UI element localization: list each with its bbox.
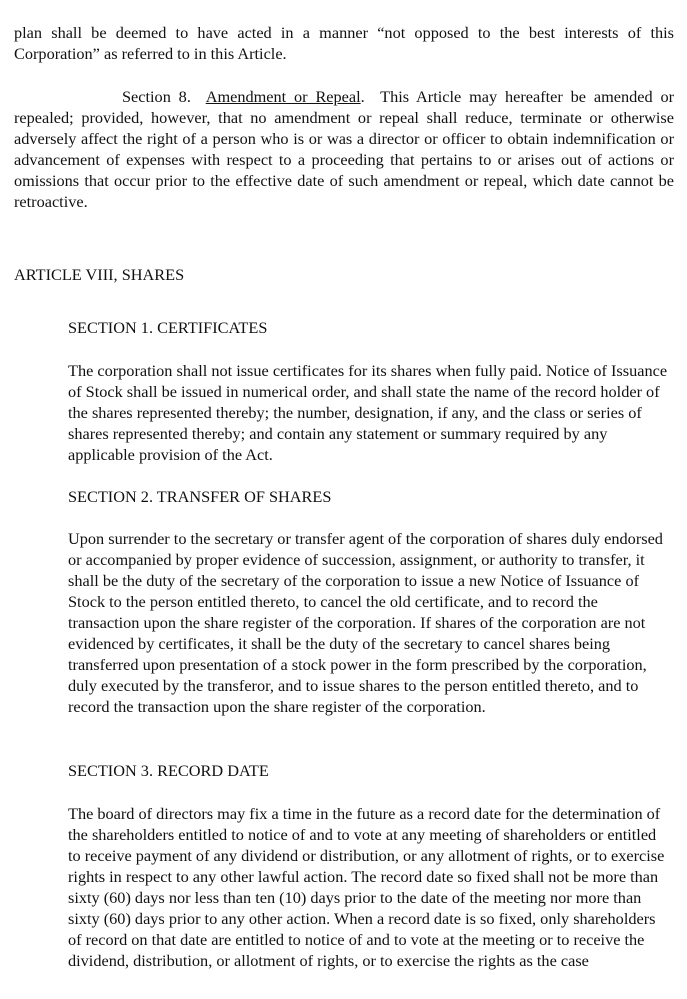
section-2-body: Upon surrender to the secretary or transfer agent of the corporation of shares duly endorsed or accompanied by proper evidence of succession, assignment, or authority to transfer, it shall be the duty of the secretary of the corporation to issue a new Notice of Issuance of Stock to the person entitled thereto, to cancel the old certificate, and to record the transaction upon the share register of the corporation. If shares of the corporation are not evidenced by certificates, it shall be the duty of the secretary to cancel shares being transferred upon presentation of a stock power in the form prescribed by the corporation, duly executed by the transferor, and to issue shares to the person entitled thereto, and to record the transaction upon the share register of the corporation. bbox=[68, 529, 663, 716]
section-3-heading: SECTION 3. RECORD DATE bbox=[68, 761, 269, 780]
section-8-label: Section 8. bbox=[122, 87, 191, 106]
section-8-body: This Article may hereafter be amended or repealed; provided, however, that no amendment or repeal shall reduce, terminate or otherwise adversely affect the right of a person who is or was a director or officer to obtain indemnification or advancement of expenses with respect to a proceeding that pertains to or arises out of actions or omissions that occur prior to the effective date of such amendment or repeal, which date cannot be retroactive. bbox=[14, 87, 675, 211]
section-8-paragraph bbox=[14, 86, 674, 212]
section-3-body: The board of directors may fix a time in the future as a record date for the determination of the shareholders entitled to notice of and to vote at any meeting of shareholders or entitled to receive payment of any dividend or distribution, or any allotment of rights, or to exercise rights in respect to any other lawful action. The record date so fixed shall not be more than sixty (60) days nor less than ten (10) days prior to the date of the meeting nor more than sixty (60) days prior to any other action. When a record date is so fixed, only shareholders of record on that date are entitled to notice of and to vote at the meeting or to receive the dividend, distribution, or allotment of rights, or to exercise the rights as the case bbox=[68, 804, 665, 970]
section-1-heading: SECTION 1. CERTIFICATES bbox=[68, 318, 268, 337]
section-1-body: The corporation shall not issue certificates for its shares when fully paid. Notice of Issuance of Stock shall be issued in numerical order, and shall state the name of the record holder of the shares represented thereby; the number, designation, if any, and the class or series of shares represented thereby; and contain any statement or summary required by any applicable provision of the Act. bbox=[68, 361, 668, 464]
article-heading: ARTICLE VIII, SHARES bbox=[14, 265, 185, 284]
section-8-title-period: . bbox=[360, 87, 365, 106]
section-2-heading: SECTION 2. TRANSFER OF SHARES bbox=[68, 487, 332, 506]
section-8-title: Amendment or Repeal bbox=[205, 87, 361, 106]
continuation-paragraph: plan shall be deemed to have acted in a manner “not opposed to the best interests of this Corporation” as referred to in this Article. bbox=[14, 23, 674, 63]
